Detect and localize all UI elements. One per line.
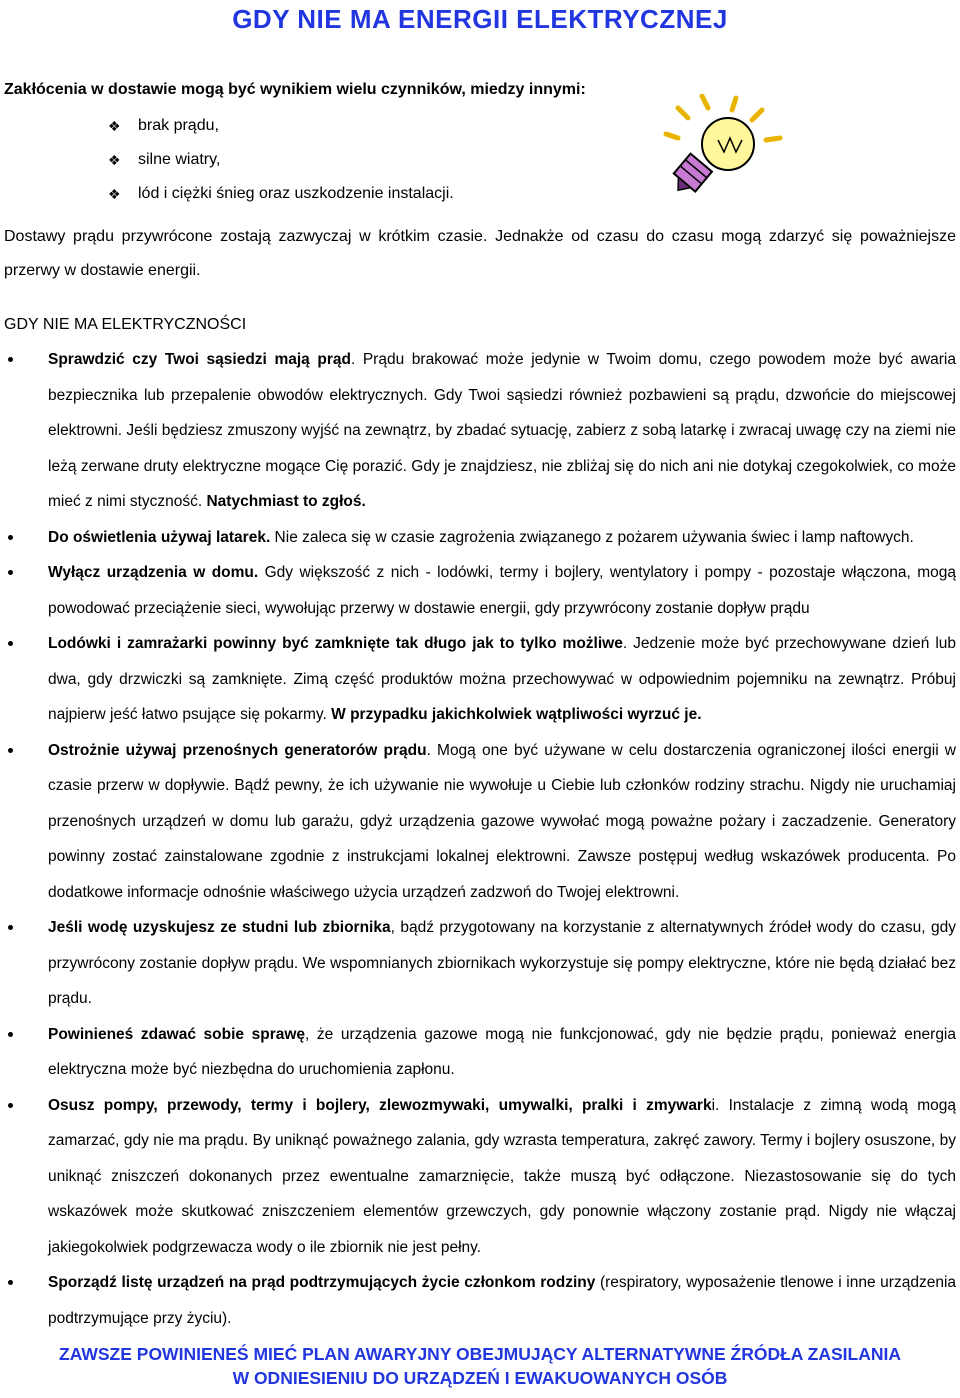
bullet-icon	[8, 748, 13, 753]
bullet-icon	[8, 535, 13, 540]
footer-line: ZAWSZE POWINIENEŚ MIEĆ PLAN AWARYJNY OBEJMUJĄCY ALTERNATYWNE ŹRÓDŁA ZASILANIA	[59, 1344, 901, 1364]
diamond-bullet-icon: ❖	[108, 118, 121, 134]
bullet-icon	[8, 1032, 13, 1037]
list-item: ❖ lód i ciężki śnieg oraz uszkodzenie instalacji.	[108, 185, 454, 202]
list-item: Do oświetlenia używaj latarek. Nie zaleca się w czasie zagrożenia związanego z pożarem używania świec i lamp naftowych.	[0, 520, 960, 556]
diamond-bullet-icon: ❖	[108, 186, 121, 202]
bullet-icon	[8, 641, 13, 646]
bullet-icon	[8, 570, 13, 575]
list-item: ❖ silne wiatry,	[108, 151, 221, 168]
bullet-icon	[8, 925, 13, 930]
intro-text: Zakłócenia w dostawie mogą być wynikiem wielu czynników, miedzy innymi:	[4, 81, 586, 98]
page-title: GDY NIE MA ENERGII ELEKTRYCZNEJ	[232, 4, 728, 34]
lightbulb-icon	[648, 94, 788, 204]
bullet-icon	[8, 357, 13, 362]
bullet-icon	[8, 1280, 13, 1285]
section-heading: GDY NIE MA ELEKTRYCZNOŚCI	[4, 316, 247, 333]
list-item: Ostrożnie używaj przenośnych generatorów prądu. Mogą one być używane w celu dostarczenia ograniczonej ilości energii w czasie przerw w dopływie. Bądź pewny, że ich używanie nie wywołuje u Ciebie lub członków rodziny strachu. Nigdy nie uruchamiaj przenośnych urządzeń w domu lub garażu, gdyż urządzenia gazowe wywołać mogą poważne pożary i zaczadzenie. Generatory powinny zostać zainstalowane zgodnie z instrukcjami lokalnej elektrowni. Zawsze postępuj według wskazówek producenta. Po dodatkowe informacje odnośnie właściwego użycia urządzeń zadzwoń do Twojej elektrowni.	[0, 733, 960, 911]
advice-list	[0, 342, 960, 1336]
list-item: Sporządź listę urządzeń na prąd podtrzymujących życie członkom rodziny (respiratory, wyposażenie tlenowe i inne urządzenia podtrzymujące przy życiu).	[0, 1265, 960, 1336]
intro-list	[108, 116, 454, 218]
list-item: Osusz pompy, przewody, termy i bojlery, zlewozmywaki, umywalki, pralki i zmywarki. Instalacje z zimną wodą mogą zamarzać, gdy nie ma prądu. By uniknąć poważnego zalania, gdy wzrasta temperatura, zakręć zawory. Termy i bojlery osuszone, by uniknąć zniszczeń dokonanych przez ewentualne zamarznięcie, także muszą być odłączone. Niezastosowanie się do tych wskazówek może skutkować zniszczeniem elementów grzewczych, gdy ponownie włączony zostanie prąd. Nigdy nie włączaj jakiegokolwiek podgrzewacza wody o ile zbiornik nie jest pełny.	[0, 1088, 960, 1266]
footer-line: W ODNIESIENIU DO URZĄDZEŃ I EWAKUOWANYCH OSÓB	[232, 1368, 728, 1388]
list-item: Sprawdzić czy Twoi sąsiedzi mają prąd. Prądu brakować może jedynie w Twoim domu, czego powodem może być awaria bezpiecznika lub przepalenie obwodów elektrycznych. Gdy Twoi sąsiedzi również pozbawieni są prądu, dzwońcie do miejscowej elektrowni. Jeśli będziesz zmuszony wyjść na zewnątrz, by zbadać sytuację, zabierz z sobą latarkę i zwracaj uwagę czy na ziemi nie leżą zerwane druty elektryczne mogące Cię porazić. Gdy je znajdziesz, nie zbliżaj się do nich ani nie dotykaj czegokolwiek, co może mieć z nimi styczność. Natychmiast to zgłoś.	[0, 342, 960, 520]
list-item: Lodówki i zamrażarki powinny być zamknięte tak długo jak to tylko możliwe. Jedzenie może być przechowywane dzień lub dwa, gdy drzwiczki są zamknięte. Zimą część produktów można przechowywać w odpowiednim pojemniku na zewnątrz. Próbuj najpierw jeść łatwo psujące się pokarmy. W przypadku jakichkolwiek wątpliwości wyrzuć je.	[0, 626, 960, 733]
list-item: Jeśli wodę uzyskujesz ze studni lub zbiornika, bądź przygotowany na korzystanie z alternatywnych źródeł wody do czasu, gdy przywrócony zostanie dopływ prądu. We wspomnianych zbiornikach wykorzystuje się pompy elektryczne, które nie będą działać bez prądu.	[0, 910, 960, 1017]
footer-notice	[0, 1342, 960, 1390]
list-item: Powinieneś zdawać sobie sprawę, że urządzenia gazowe mogą nie funkcjonować, gdy nie będzie prądu, ponieważ energia elektryczna może być niezbędna do uruchomienia zapłonu.	[0, 1017, 960, 1088]
restore-paragraph: Dostawy prądu przywrócone zostają zazwyczaj w krótkim czasie. Jednakże od czasu do czasu mogą zdarzyć się poważniejsze przerwy w dostawie energii.	[4, 228, 956, 279]
bullet-icon	[8, 1103, 13, 1108]
list-item: Wyłącz urządzenia w domu. Gdy większość z nich - lodówki, termy i bojlery, wentylatory i pompy - pozostaje włączona, mogą powodować przeciążenie sieci, wywołując przerwy w dostawie energii, gdy przywrócony zostanie dopływ prądu	[0, 555, 960, 626]
diamond-bullet-icon: ❖	[108, 152, 121, 168]
list-item: ❖ brak prądu,	[108, 117, 219, 134]
